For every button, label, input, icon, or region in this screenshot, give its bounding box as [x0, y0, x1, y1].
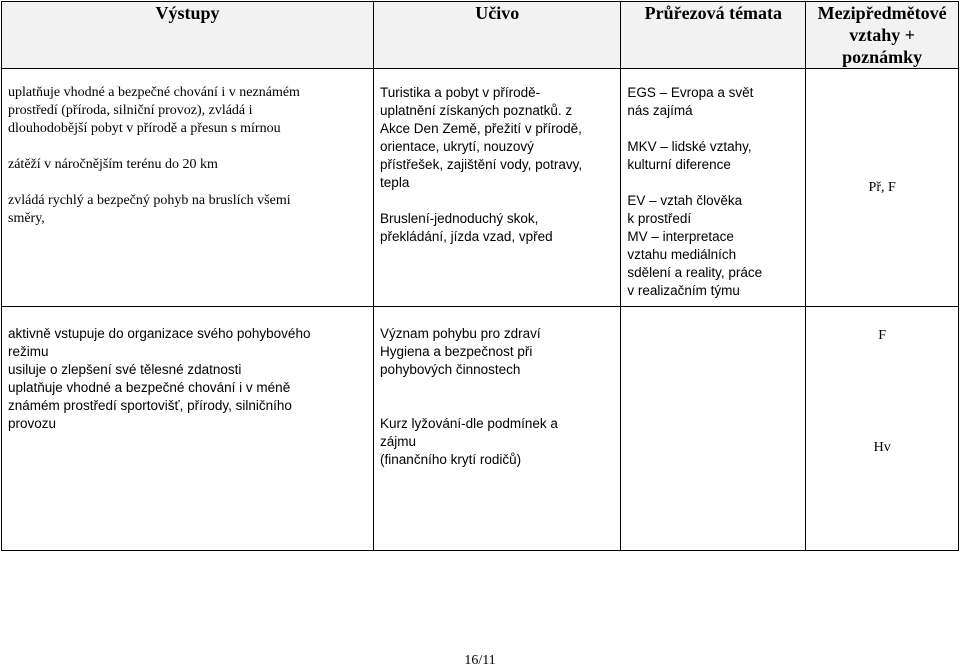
- curriculum-table: [1, 1, 959, 551]
- temata-text-3: EV – vztah člověka k prostředí MV – interpretace vztahu mediálních sdělení a reality, práce v realizačním týmu: [627, 193, 763, 298]
- cell-vystupy: [2, 307, 374, 551]
- header-prurezova-temata: Průřezová témata: [621, 2, 806, 69]
- ucivo-text-2: Kurz lyžování-dle podmínek a zájmu (finančního krytí rodičů): [380, 416, 558, 467]
- cell-ucivo: [374, 69, 621, 307]
- header-vystupy: Výstupy: [2, 2, 374, 69]
- cell-prurezova-temata: [621, 69, 806, 307]
- cell-mezipredmetove-vztahy: [806, 69, 959, 307]
- cell-mezipredmetove-vztahy: [806, 307, 959, 551]
- vztahy-text-top: F: [878, 328, 887, 343]
- cell-prurezova-temata: [621, 307, 806, 551]
- header-mezipredmetove-vztahy: Mezipředmětové vztahy + poznámky: [806, 2, 959, 69]
- temata-text-1: EGS – Evropa a svět nás zajímá: [627, 85, 754, 118]
- vztahy-text-bottom: Hv: [873, 440, 891, 455]
- table-row: [2, 69, 959, 307]
- header-row: [2, 2, 959, 69]
- header-ucivo: Učivo: [374, 2, 621, 69]
- cell-ucivo: [374, 307, 621, 551]
- vystupy-text-1: uplatňuje vhodné a bezpečné chování i v neznámém prostředí (příroda, silniční provoz), zvládá i dlouhodobější pobyt v přírodě a přesun s mírnou: [8, 85, 300, 136]
- ucivo-text-2: Bruslení-jednoduchý skok, překládání, jízda vzad, vpřed: [380, 211, 553, 244]
- page-number: 16/11: [464, 653, 496, 668]
- temata-text-2: MKV – lidské vztahy, kulturní diference: [627, 139, 752, 172]
- ucivo-text-1: Význam pohybu pro zdraví Hygiena a bezpečnost při pohybových činnostech: [380, 326, 541, 377]
- ucivo-text-1: Turistika a pobyt v přírodě- uplatnění získaných poznatků. z Akce Den Země, přežití v přírodě, orientace, ukrytí, nouzový přístřešek, zajištění vody, potravy, tepla: [380, 85, 583, 190]
- table-row: [2, 307, 959, 551]
- vystupy-text-3: zvládá rychlý a bezpečný pohyb na bruslích všemi směry,: [8, 193, 291, 226]
- vystupy-text: aktivně vstupuje do organizace svého pohybového režimu usiluje o zlepšení své tělesné zdatnosti uplatňuje vhodné a bezpečné chování i v méně známém prostředí sportovišť, přírody, silničního provozu: [8, 326, 311, 431]
- vztahy-text: Př, F: [868, 179, 896, 195]
- vystupy-text-2: zátěží v náročnějším terénu do 20 km: [8, 157, 218, 172]
- cell-vystupy: [2, 69, 374, 307]
